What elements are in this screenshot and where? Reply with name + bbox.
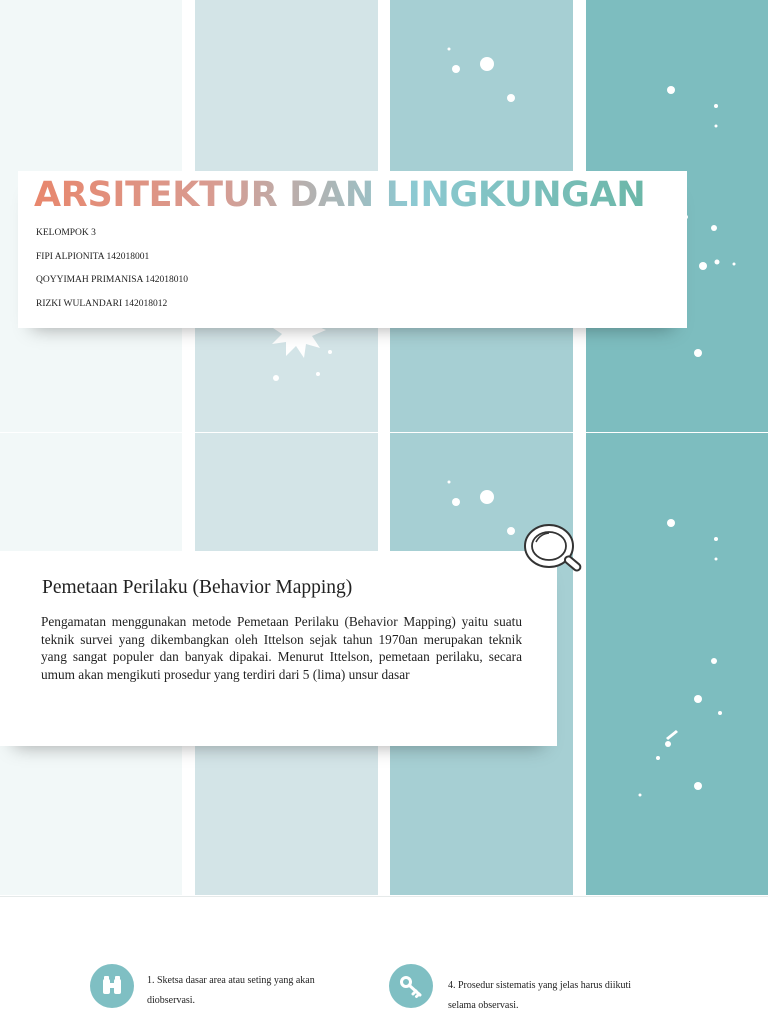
section-heading: Pemetaan Perilaku (Behavior Mapping) (42, 577, 353, 598)
content-card (0, 551, 557, 746)
magnifier-icon (522, 521, 586, 577)
group-name: KELOMPOK 3 (36, 228, 96, 238)
title-slide (0, 0, 768, 432)
member-name: RIZKI WULANDARI 142018012 (36, 298, 168, 309)
group-members-list (36, 227, 188, 321)
content-slide (0, 433, 768, 895)
member-name: QOYYIMAH PRIMANISA 142018010 (36, 275, 189, 285)
key-icon (389, 964, 433, 1008)
procedure-slide (0, 896, 768, 1025)
member-name: FIPI ALPIONITA 142018001 (36, 251, 150, 262)
section-body: Pengamatan menggunakan metode Pemetaan Perilaku (Behavior Mapping) yaitu suatu teknik survei yang dikembangkan oleh Ittelson sejak tahun 1970an merupakan teknik yang sangat populer dan banyak dipakai. Menurut Ittelson, pemetaan perilaku, secara umum akan mengikuti prosedur yang terdiri dari 5 (lima) unsur dasar (41, 614, 522, 682)
binoculars-icon (90, 964, 134, 1008)
procedure-item: 4. Prosedur sistematis yang jelas harus diikuti selama observasi. (448, 980, 632, 1011)
procedure-item: 1. Sketsa dasar area atau seting yang akan diobservasi. (147, 975, 315, 1006)
title-card (18, 171, 687, 328)
presentation-title: ARSITEKTUR DAN LINGKUNGAN (34, 175, 646, 215)
